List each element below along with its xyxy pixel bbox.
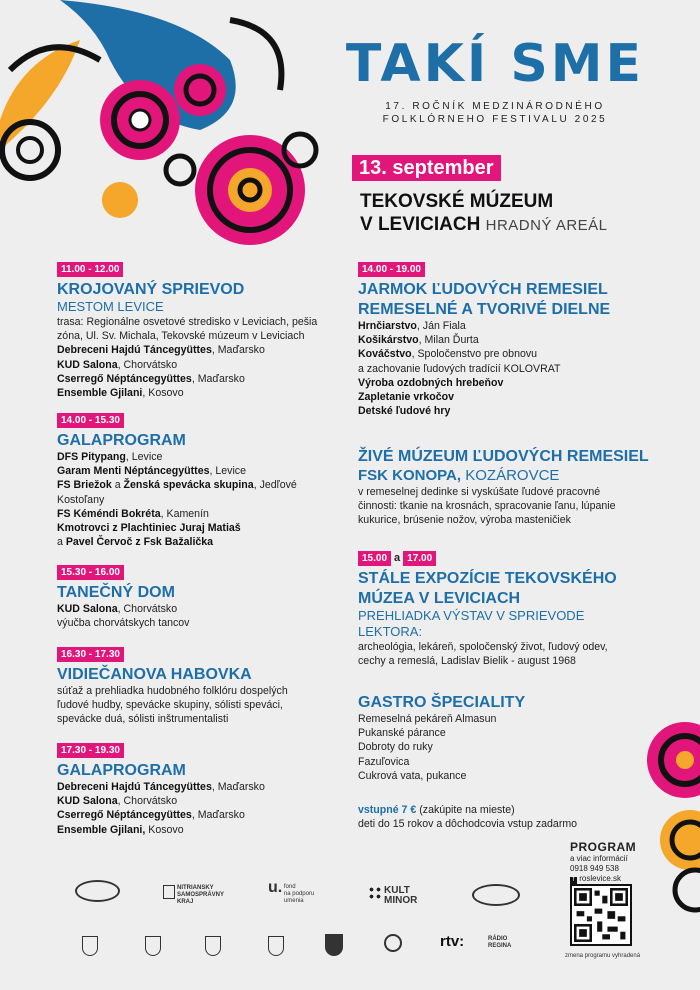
folk-ornament-top-left [0, 0, 330, 250]
performer: DFS Pitypang, Levice [57, 451, 163, 463]
event-text: v remeselnej dedinke si vyskúšate ľudové pracovné [358, 486, 601, 498]
event-text: cechy a remeslá, Ladislav Bielik - august 1968 [358, 655, 576, 668]
performer: Garam Menti Néptáncegyüttes, Levice [57, 465, 246, 478]
time-badge: 17.00 [403, 551, 436, 566]
time-badge: 15.30 - 16.00 [57, 565, 124, 580]
performer: FS Kéméndi Bokréta, Kamenín [57, 507, 209, 520]
event-galaprogram-1 [57, 410, 297, 549]
event-text: súťaž a prehliadka hudobného folklóru dospelých [57, 685, 288, 697]
program-title: PROGRAM [570, 840, 637, 854]
crest-icon [325, 934, 343, 956]
performer: Cserregő Néptáncegyüttes, Maďarsko [57, 809, 245, 822]
time-badge: 15.00 [358, 551, 391, 566]
craft-item: Košikárstvo, Milan Ďurta [358, 334, 479, 347]
performer: Kmotrovci z Plachtiniec Juraj Matiaš [57, 522, 241, 535]
event-zive-muzeum [358, 444, 649, 528]
crest-icon [268, 936, 284, 956]
subtitle-line: 17. ROČNÍK MEDZINÁRODNÉHO [385, 101, 605, 112]
dots-icon [368, 886, 382, 900]
performer: Ensemble Gjilani, Kosovo [57, 387, 184, 400]
gastro-list [358, 712, 525, 783]
event-text: činnosti: tkanie na krosnách, spracovanie ľanu, lúpanie [358, 500, 616, 513]
nitra-region-logo: NITRIANSKY SAMOSPRÁVNY KRAJ [163, 885, 224, 906]
time-badge: 16.30 - 17.30 [57, 647, 124, 662]
qr-code[interactable] [570, 884, 632, 946]
performer: Debreceni Hajdú Táncegyüttes, Maďarsko [57, 781, 265, 793]
event-text: trasa: Regionálne osvetové stredisko v Leviciach, pešia [57, 316, 318, 328]
performer: Debreceni Hajdú Táncegyüttes, Maďarsko [57, 344, 265, 357]
event-title: STÁLE EXPOZÍCIE TEKOVSKÉHO [358, 570, 617, 587]
event-title: GALAPROGRAM [57, 432, 186, 449]
event-text: spevácke duá, sólisti inštrumentalisti [57, 713, 229, 726]
kult-minor-logo: KULT MINOR [368, 886, 417, 906]
event-title: ŽIVÉ MÚZEUM ĽUDOVÝCH REMESIEL [358, 448, 649, 465]
ticket-free: deti do 15 rokov a dôchodcovia vstup zadarmo [358, 818, 578, 831]
event-title: MÚZEA V LEVICIACH [358, 590, 521, 607]
ticket-info [358, 803, 577, 831]
craft-item: Kováčstvo, Spoločenstvo pre obnovu [358, 348, 538, 361]
subtitle-line: FOLKLÓRNEHO FESTIVALU 2025 [382, 114, 608, 125]
and-text: a [394, 552, 401, 564]
event-subtitle: PREHLIADKA VÝSTAV V SPRIEVODE [358, 608, 585, 623]
performer: FS Briežok a Ženská spevácka skupina, Jedľové [57, 479, 297, 492]
program-note: zmena programu vyhradená [565, 953, 641, 959]
event-text: ľudové hudby, spevácke skupiny, sólisti speváci, [57, 699, 283, 712]
program-text: a viac informácií [570, 854, 628, 863]
event-vidiecanova-habovka [57, 644, 288, 727]
craft-item: Výroba ozdobných hrebeňov [358, 376, 504, 389]
radio-regina-logo: RÁDIO REGINA [488, 936, 512, 949]
craft-item: a zachovanie ľudových tradícií KOLOVRAT [358, 362, 561, 375]
program-info [570, 840, 636, 884]
venue-line: V LEVICIACH [360, 214, 481, 235]
shield-icon [163, 885, 175, 899]
event-title: GALAPROGRAM [57, 762, 186, 779]
venue-sub: HRADNÝ AREÁL [485, 217, 608, 234]
event-jarmok [358, 259, 610, 418]
venue-line: TEKOVSKÉ MÚZEUM [360, 191, 554, 212]
ros-logo [75, 880, 120, 902]
event-tanecny-dom [57, 562, 189, 630]
event-text: kukurice, brúsenie nožov, výroba masteničiek [358, 514, 571, 527]
time-badge: 17.30 - 19.30 [57, 743, 124, 758]
crest-icon [205, 936, 221, 956]
event-text: výučba chorvátskych tancov [57, 617, 190, 630]
gastro-item: Dobroty do ruky [358, 741, 433, 754]
event-title: VIDIEČANOVA HABOVKA [57, 666, 252, 683]
facebook-icon: f [570, 877, 577, 884]
circle-logo-icon [384, 934, 402, 952]
gastro-item: Pukanské párance [358, 727, 446, 740]
rtv-logo: rtv: [440, 933, 465, 950]
time-badge: 11.00 - 12.00 [57, 262, 123, 277]
performer: Ensemble Gjilani, Kosovo [57, 823, 184, 836]
festival-subtitle [330, 100, 660, 126]
event-subtitle: MESTOM LEVICE [57, 299, 164, 314]
venue [360, 190, 608, 237]
performer: KUD Salona, Chorvátsko [57, 795, 178, 808]
event-text: zóna, Ul. Sv. Michala, Tekovské múzeum v Leviciach [57, 330, 305, 343]
gastro-item: Cukrová vata, pukance [358, 769, 467, 782]
craft-item: Zapletanie vrkočov [358, 391, 454, 404]
facebook-link[interactable]: f roslevice.sk [570, 874, 636, 884]
date-badge: 13. september [352, 155, 501, 181]
event-title: TANEČNÝ DOM [57, 584, 175, 601]
sahy-crest-icon [145, 936, 161, 956]
gastro-item: Remeselná pekáreň Almasun [358, 713, 497, 725]
event-title: KROJOVANÝ SPRIEVOD [57, 281, 245, 298]
event-text: archeológia, lekáreň, spoločenský život, ľudový odev, [358, 641, 608, 653]
ticket-price: vstupné 7 € (zakúpite na mieste) [358, 804, 515, 816]
performer: KUD Salona, Chorvátsko [57, 358, 178, 371]
fond-umenia-logo: u. fond na podporu umenia [268, 879, 315, 904]
performer: Cserregő Néptáncegyüttes, Maďarsko [57, 372, 245, 385]
time-badge: 14.00 - 19.00 [358, 262, 425, 277]
performer: Kostoľany [57, 493, 105, 506]
event-title: REMESELNÉ A TVORIVÉ DIELNE [358, 301, 611, 318]
event-gastro [358, 690, 525, 783]
performer: KUD Salona, Chorvátsko [57, 603, 178, 615]
cioff-logo [472, 884, 520, 906]
event-title: GASTRO ŠPECIALITY [358, 694, 526, 711]
event-galaprogram-2 [57, 740, 265, 837]
craft-item: Detské ľudové hry [358, 405, 451, 418]
event-subtitle: FSK KONOPA, KOZÁROVCE [358, 467, 560, 484]
festival-title: TAKÍ SME [345, 34, 645, 94]
gastro-item: Fazuľovica [358, 755, 410, 768]
event-title: JARMOK ĽUDOVÝCH REMESIEL [358, 281, 608, 298]
event-stale-expozicie [358, 548, 617, 668]
folk-ornament-bottom-right [640, 700, 700, 920]
performer: a Pavel Červoč z Fsk Bažalička [57, 536, 214, 549]
levice-crest-icon [82, 936, 98, 956]
event-subtitle: LEKTORA: [358, 624, 423, 639]
craft-item: Hrnčiarstvo, Ján Fiala [358, 320, 466, 332]
event-krojovany-sprievod [57, 259, 317, 400]
time-badge: 14.00 - 15.30 [57, 413, 124, 428]
program-phone: 0918 949 538 [570, 864, 619, 873]
